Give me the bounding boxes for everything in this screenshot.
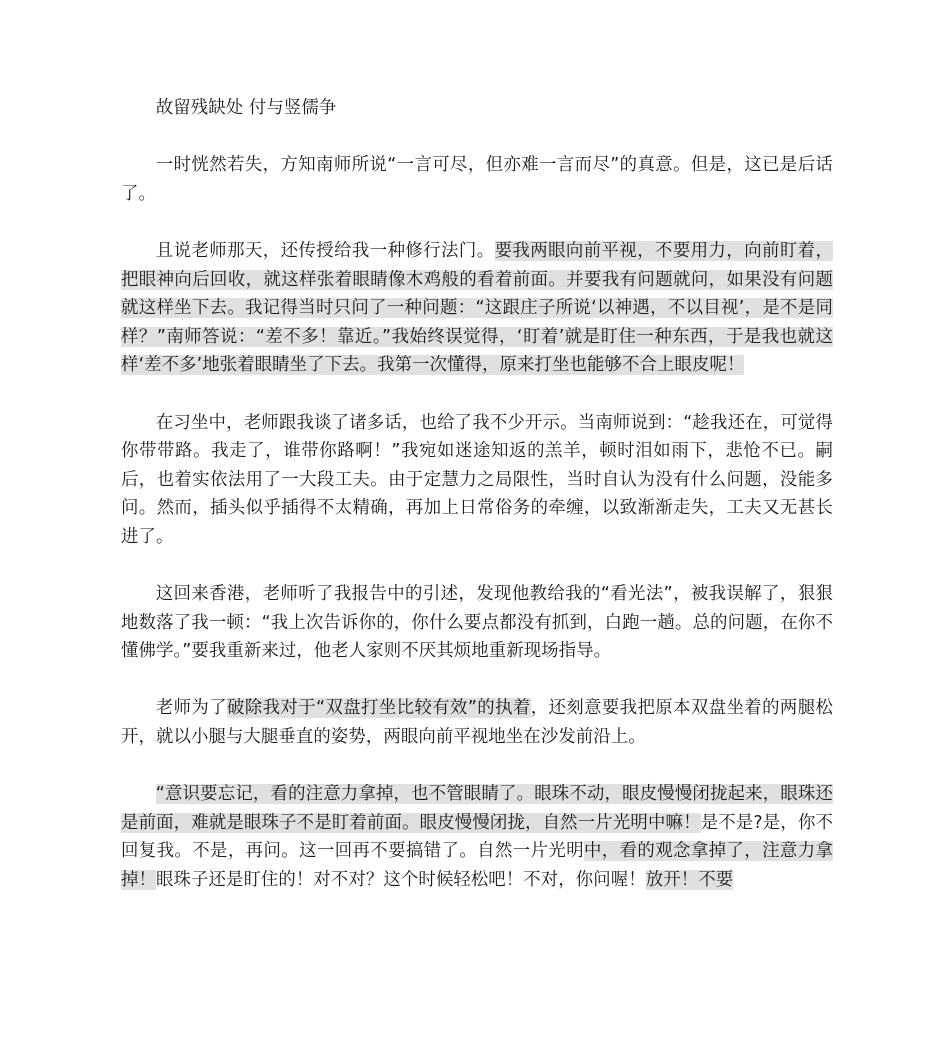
paragraph-text: ，还刻意要我把原本双盘坐着的两腿松开，就以小腿与大腿垂直的姿势，两眼向前平视地坐在沙发前沿上。 [121,698,834,748]
highlighted-text: 中，看的观念拿掉了，注意力拿掉！ [121,841,833,891]
highlighted-text: 破除我对于“双盘打坐比较有效”的执着 [227,698,531,719]
highlighted-text: 放开！不要 [645,870,734,891]
paragraph-text: 一时恍然若失，方知南师所说“一言可尽，但亦难一言而尽”的真意。但是，这已是后话了。 [121,155,833,204]
highlighted-text: 要我两眼向前平视，不要用力，向前盯着，把眼神向后回收，就这样张着眼睛像木鸡般的看着前面。并要我有问题就问，如果没有问题就这样坐下去。我记得当时只问了一种问题：“这跟庄子所说‘以神遇，不以目视’，是不是同样？”南师答说：“差不多！靠近。”我始终误觉得，‘盯着’就是盯住一种东西，于是我也就这样‘差不多’地张着眼睛坐了下去。我第一次懂得，原来打坐也能够不合上眼皮呢！ [121,240,834,376]
document-title: 故留残缺处 付与竖儒争 [155,98,337,118]
paragraph-text: 且说老师那天，还传授给我一种修行法门。 [155,240,495,261]
paragraph-text: 眼珠子还是盯住的！对不对？这个时候轻松吧！不对，你问喔！ [155,870,646,891]
paragraph-text: 是不是?是，你不回复我。不是，再问。这一回再不要搞错了。自然一片光明 [121,812,833,862]
paragraph-text: 这回来香港，老师听了我报告中的引述，发现他教给我的“看光法”，被我误解了，狠狠地数落了我一顿：“我上次告诉你的，你什么要点都没有抓到，白跑一趟。总的问题，在你不懂佛学。”要我重新来过，他老人家则不厌其烦地重新现场指导。 [121,584,833,662]
paragraph-text: 老师为了 [155,698,228,719]
highlighted-text: “意识要忘记，看的注意力拿掉，也不管眼睛了。眼珠不动，眼皮慢慢闭拢起来，眼珠还是前面，难就是眼珠子不是盯着前面。眼皮慢慢闭拢，自然一片光明中嘛！ [121,784,833,833]
paragraph-4 [121,580,833,666]
paragraph-5 [121,694,833,751]
document-page [121,94,833,923]
paragraph-2 [121,237,833,380]
paragraph-text: 在习坐中，老师跟我谈了诸多话，也给了我不少开示。当南师说到：“趁我还在，可觉得你带带路。我走了，谁带你路啊！”我宛如迷途知返的羔羊，顿时泪如雨下，悲怆不已。嗣后，也着实依法用了一大段工夫。由于定慧力之局限性，当时自认为没有什么问题，没能多问。然而，插头似乎插得不太精确，再加上日常俗务的牵缠，以致渐渐走失，工夫又无甚长进了。 [121,412,833,547]
paragraph-1 [121,151,833,208]
paragraph-3 [121,409,833,552]
paragraph-6 [121,780,833,894]
